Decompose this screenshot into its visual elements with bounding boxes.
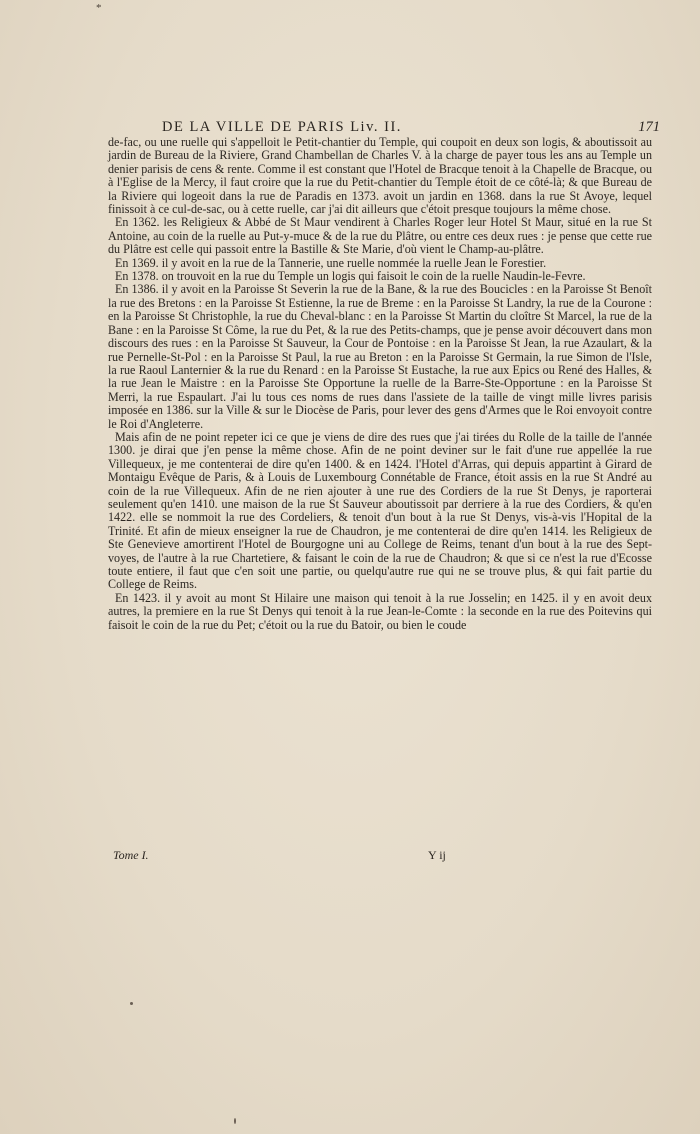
page-footer bbox=[108, 848, 652, 864]
paragraph: En 1369. il y avoit en la rue de la Tannerie, une ruelle nommée la ruelle Jean le Forestier. bbox=[115, 255, 547, 270]
paragraph: Mais afin de ne point repeter ici ce que je viens de dire des rues que j'ai tirées du Rolle de la taille de l'année 1300. je dirai que j'en pense la même chose. Afin de ne point deviner sur le fait d'une rue appellée la rue Villequeux, je me contenterai de dire qu'en 1400. & en 1424. l'Hotel d'Arras, qui depuis appartint à Girard de Montaigu Evêque de Paris, & à Louis de Luxembourg Connétable de France, étoit assis en la rue St André au coin de la rue Villequeux. Afin de ne rien ajouter à une rue des Cordiers de la rue St Denys, je raporterai seulement qu'en 1410. une maison de la rue St Sauveur aboutissoit par derriere à la rue des Cordiers, & qu'en 1422. elle se nommoit la rue des Cordeliers, & tenoit d'un bout à la rue St Denys, vis-à-vis l'Hopital de la Trinité. Et afin de mieux enseigner la rue de Chaudron, je me contenterai de dire qu'en 1414. les Religieux de Ste Genevieve amortirent l'Hotel de Bourgogne uni au College de Reims, tenant d'un bout à la rue des Sept-voyes, de l'autre à la rue Chartetiere, & faisant le coin de la rue de Chaudron; & que si ce n'est la rue d'Ecosse toute entiere, il faut que c'en soit une partie, ou quelqu'autre rue qui ne se trouve plus, & qui fait partie du College de Reims. bbox=[108, 429, 652, 592]
paragraph: En 1423. il y avoit au mont St Hilaire une maison qui tenoit à la rue Josselin; en 1425. il y en avoit deux autres, la premiere en la rue St Denys qui tenoit à la rue Jean-le-Comte : la seconde en la rue des Poitevins qui faisoit le coin de la rue du Pet; c'étoit ou la rue du Batoir, ou bien le coude bbox=[108, 590, 652, 632]
paper-speck bbox=[130, 1002, 133, 1005]
page-number: 171 bbox=[638, 119, 660, 135]
volume-label: Tome I. bbox=[113, 848, 149, 862]
paragraph: En 1378. on trouvoit en la rue du Temple un logis qui faisoit le coin de la ruelle Naudin-le-Fevre. bbox=[115, 269, 586, 284]
paper-speck bbox=[234, 1118, 236, 1124]
paragraph: de-fac, ou une ruelle qui s'appelloit le Petit-chantier du Temple, qui coupoit en deux son logis, & aboutissoit au jardin de Bureau de la Riviere, Grand Chambellan de Charles V. à la charge de payer tous les ans au Temple un denier parisis de cens & rente. Comme il est constant que l'Hotel de Bracque tenoit à la Chapelle de Bracque, ou à l'Eglise de la Mercy, il faut croire que la rue du Petit-chantier du Temple étoit de ce côté-là; & que Bureau de la Riviere qui logeoit dans la rue de Paradis en 1373. avoit un jardin en 1368. dans la rue St Avoye, lequel finissoit à ce cul-de-sac, ou à cette ruelle, car j'ai dit ailleurs que c'étoit presque toujours la même chose. bbox=[108, 135, 652, 217]
corner-mark: * bbox=[96, 2, 102, 14]
running-head-title: DE LA VILLE DE PARIS Liv. II. bbox=[162, 119, 402, 135]
signature-mark: Y ij bbox=[428, 848, 446, 862]
body-text bbox=[108, 136, 652, 632]
paragraph: En 1362. les Religieux & Abbé de St Maur vendirent à Charles Roger leur Hotel St Maur, situé en la rue St Antoine, au coin de la ruelle au Put-y-muce & de la rue du Plâtre, ou entre ces deux rues : je pense que cette rue du Plâtre est celle qui passoit entre la Bastille & Ste Marie, d'où vient le Champ-au-plâtre. bbox=[108, 215, 652, 257]
paragraph: En 1386. il y avoit en la Paroisse St Severin la rue de la Bane, & la rue des Boucicles : en la Paroisse St Benoît la rue des Bretons : en la Paroisse St Estienne, la rue de Breme : en la Paroisse St Landry, la rue de la Courone : en la Paroisse St Christophle, la rue du Cheval-blanc : en la Paroisse St Martin du cloître St Marcel, la rue de la Bane : en la Paroisse St Côme, la rue du Pet, & la rue des Petits-champs, que je pense avoir découvert dans mon discours des rues : en la Paroisse St Sauveur, la Cour de Pontoise : en la Paroisse St Jean, la rue Azaulart, & la rue Pernelle-St-Pol : en la Paroisse St Paul, la rue au Breton : en la Paroisse St Germain, la rue Simon de l'Isle, la rue Raoul Lanternier & la rue du Renard : en la Paroisse St Eustache, la rue aux Epics ou René des Halles, & la rue Jean le Maistre : en la Paroisse Ste Opportune la ruelle de la Barre-Ste-Opportune : en la Paroisse St Merri, la rue Espaulart. J'ai lu tous ces noms de rues dans l'assiete de la taille de vingt mille livres parisis imposée en 1386. sur la Ville & sur le Diocèse de Paris, pour lever des gens d'Armes que le Roi envoyoit contre le Roi d'Angleterre. bbox=[108, 282, 652, 431]
